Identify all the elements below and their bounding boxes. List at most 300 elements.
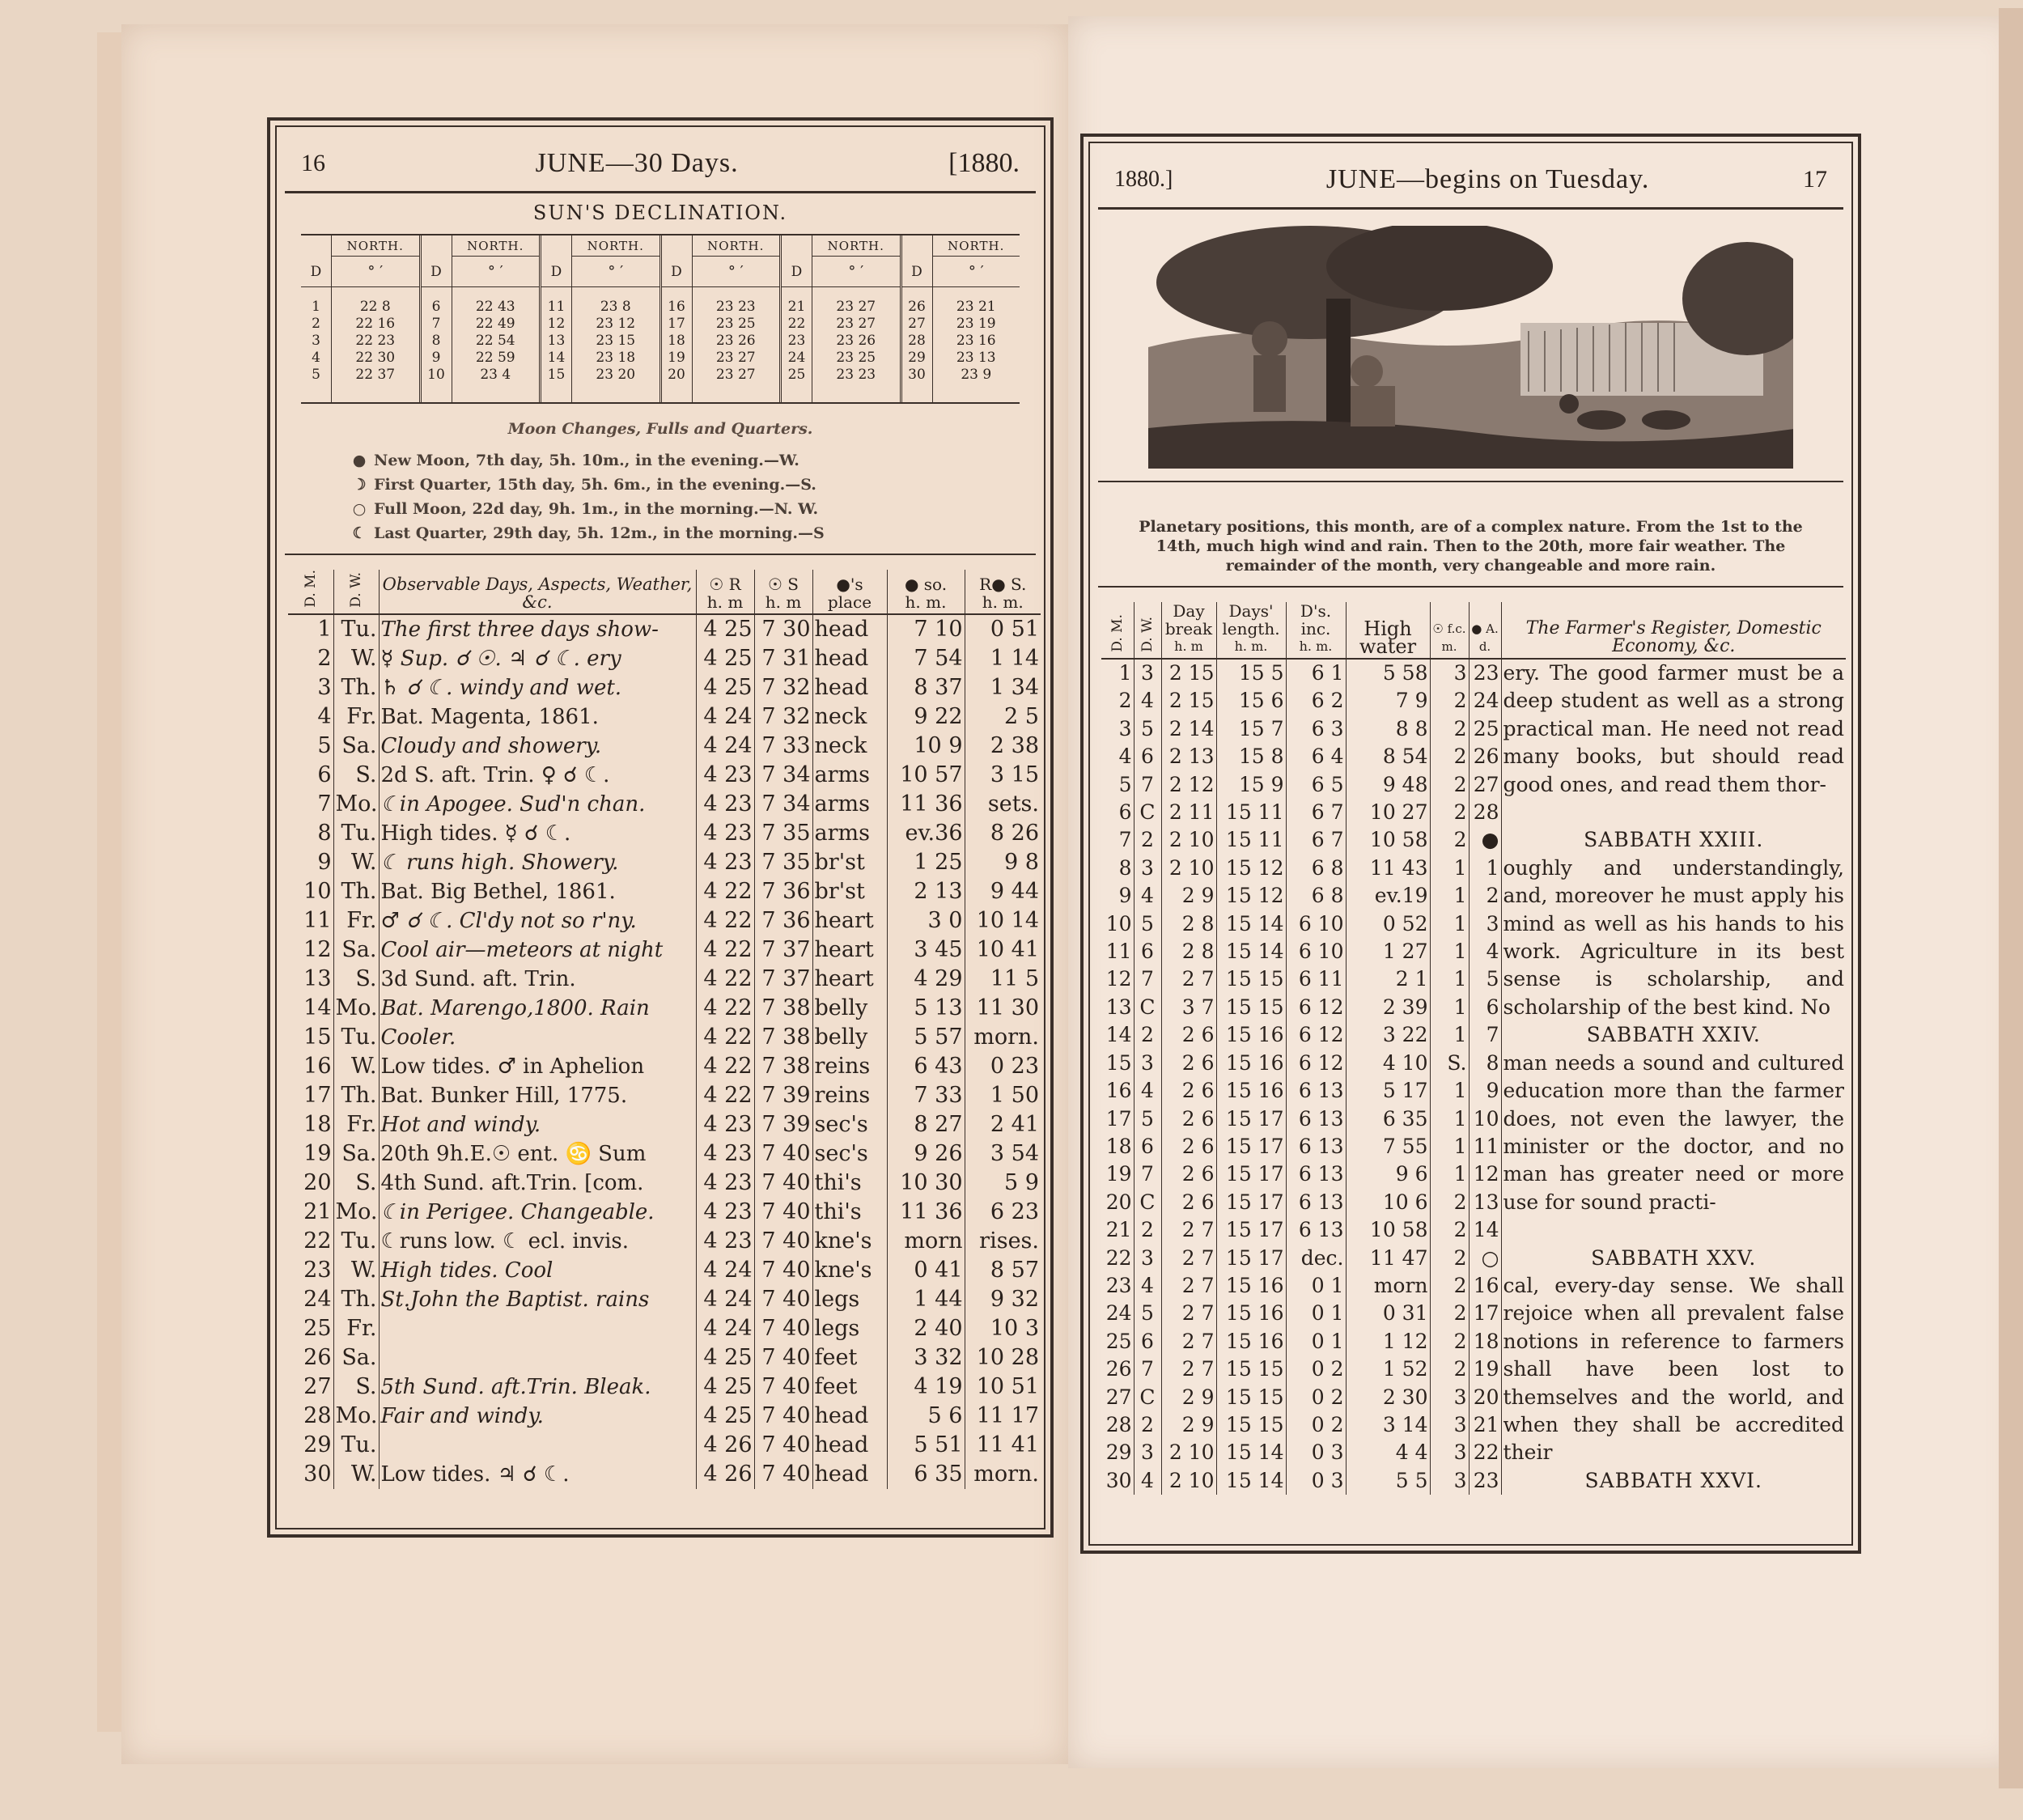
fast-clock: 2 xyxy=(1430,715,1469,743)
day-of-month: 16 xyxy=(288,1052,333,1081)
fast-clock: 2 xyxy=(1430,1272,1469,1300)
day-of-week: W. xyxy=(333,1052,379,1081)
sun-sets: 7 40 xyxy=(754,1314,812,1343)
high-water: 8 54 xyxy=(1346,743,1430,770)
decl-value: 22 16 xyxy=(355,316,396,332)
day-of-week: 4 xyxy=(1134,1467,1161,1495)
moon-age: 16 xyxy=(1469,1272,1501,1300)
calendar-row xyxy=(288,1052,1041,1081)
daybreak: 2 9 xyxy=(1161,1411,1216,1439)
day-of-month: 19 xyxy=(288,1139,333,1169)
page-year: 1880.] xyxy=(1114,166,1173,192)
day-of-month: 21 xyxy=(288,1198,333,1227)
day-of-week: Tu. xyxy=(333,614,379,644)
day-of-month: 1 xyxy=(288,614,333,644)
daybreak: 2 7 xyxy=(1161,965,1216,993)
decl-value: 23 8 xyxy=(600,299,631,315)
moon-place: legs xyxy=(812,1314,887,1343)
calendar-row xyxy=(288,614,1041,644)
daybreak: 2 15 xyxy=(1161,687,1216,715)
moon-phase-icon: ● xyxy=(352,452,367,469)
decl-day: 14 xyxy=(547,350,566,366)
moon-place: heart xyxy=(812,935,887,965)
observable-days: Low tides. ♃ ☌ ☾. xyxy=(379,1460,696,1489)
day-of-month: 5 xyxy=(288,732,333,761)
sun-rises: 4 23 xyxy=(696,1139,754,1169)
calendar-row xyxy=(288,1169,1041,1198)
moon-south: 1 44 xyxy=(887,1285,965,1314)
sun-sets: 7 34 xyxy=(754,790,812,819)
day-of-month: 17 xyxy=(288,1081,333,1110)
moon-age: 20 xyxy=(1469,1384,1501,1411)
daybreak: 2 12 xyxy=(1161,771,1216,799)
moon-south: 6 43 xyxy=(887,1052,965,1081)
days-inc-header: D's. inc. h. m. xyxy=(1286,602,1346,659)
moon-rises-sets: 1 34 xyxy=(990,674,1039,700)
declination-table xyxy=(301,234,1020,404)
sun-sets: 7 40 xyxy=(754,1460,812,1489)
moon-place: arms xyxy=(812,761,887,790)
day-of-week: 6 xyxy=(1134,938,1161,965)
moon-rises-sets: 10 14 xyxy=(976,907,1039,933)
daybreak: 2 7 xyxy=(1161,1272,1216,1300)
observable-days: ♄ ☌ ☾. windy and wet. xyxy=(379,673,696,702)
day-of-week: C xyxy=(1134,799,1161,826)
daybreak: 2 14 xyxy=(1161,715,1216,743)
sun-rises: 4 24 xyxy=(696,732,754,761)
day-of-month: 23 xyxy=(288,1256,333,1285)
decl-value: 23 27 xyxy=(715,350,756,366)
high-water: 9 48 xyxy=(1346,771,1430,799)
moon-rises-sets: morn. xyxy=(973,1024,1039,1050)
daybreak: 2 7 xyxy=(1161,1216,1216,1244)
sun-sets: 7 36 xyxy=(754,877,812,906)
sun-rises: 4 24 xyxy=(696,1314,754,1343)
sun-rises-header: ☉ R h. m xyxy=(696,570,754,614)
day-of-month: 15 xyxy=(288,1023,333,1052)
moon-south: 5 13 xyxy=(887,994,965,1023)
moon-south: 3 45 xyxy=(887,935,965,965)
high-water: 3 14 xyxy=(1346,1411,1430,1439)
moon-place-header: ●'s place xyxy=(812,570,887,614)
high-water: 11 47 xyxy=(1346,1245,1430,1272)
moon-age: 8 xyxy=(1469,1050,1501,1077)
page-title: JUNE—30 Days. xyxy=(535,147,739,178)
decl-day: 26 xyxy=(908,299,926,315)
moon-rises-sets: 11 5 xyxy=(990,965,1039,991)
observable-days: High tides. Cool xyxy=(379,1256,696,1285)
fast-clock: 2 xyxy=(1430,1300,1469,1327)
left-calendar-table xyxy=(288,570,1041,1489)
moon-change-item xyxy=(351,473,825,497)
sun-rises: 4 22 xyxy=(696,965,754,994)
observable-days: 4th Sund. aft.Trin. [com. xyxy=(379,1169,696,1198)
dm-header: D. M. xyxy=(1101,602,1134,659)
day-of-week: Tu. xyxy=(333,1227,379,1256)
days-length: 15 11 xyxy=(1216,799,1286,826)
daybreak: 2 7 xyxy=(1161,1355,1216,1383)
day-of-week: S. xyxy=(333,965,379,994)
moon-rises-sets: 8 57 xyxy=(990,1257,1039,1283)
day-of-month: 9 xyxy=(288,848,333,877)
sun-sets: 7 40 xyxy=(754,1139,812,1169)
day-of-week: 7 xyxy=(1134,1160,1161,1188)
day-of-week: 4 xyxy=(1134,687,1161,715)
moon-south: 5 6 xyxy=(887,1402,965,1431)
north-heading: NORTH. xyxy=(332,235,419,257)
page-number: 16 xyxy=(301,149,325,176)
sun-sets: 7 40 xyxy=(754,1431,812,1460)
daybreak: 2 9 xyxy=(1161,1384,1216,1411)
sun-sets: 7 30 xyxy=(754,614,812,644)
decl-day: 10 xyxy=(427,367,445,383)
observable-days: Bat. Big Bethel, 1861. xyxy=(379,877,696,906)
day-of-week: C xyxy=(1134,1189,1161,1216)
day-of-week: Th. xyxy=(333,673,379,702)
moon-place: br'st xyxy=(812,848,887,877)
decl-value: 23 19 xyxy=(956,316,996,332)
moon-south: 9 22 xyxy=(887,702,965,732)
decl-day: 11 xyxy=(547,299,566,315)
fast-clock: 3 xyxy=(1430,659,1469,687)
decl-day: 28 xyxy=(908,333,926,349)
decl-day: 15 xyxy=(547,367,566,383)
calendar-row xyxy=(1101,1021,1846,1049)
moon-place: feet xyxy=(812,1343,887,1372)
observable-days: Fair and windy. xyxy=(379,1402,696,1431)
moon-age: 12 xyxy=(1469,1160,1501,1188)
calendar-row xyxy=(288,877,1041,906)
fast-clock: 2 xyxy=(1430,1189,1469,1216)
decl-day: 5 xyxy=(312,367,320,383)
days-length: 15 17 xyxy=(1216,1216,1286,1244)
day-of-month: 1 xyxy=(1101,659,1134,687)
decl-value: 23 27 xyxy=(836,316,876,332)
moon-south: 10 30 xyxy=(887,1169,965,1198)
daybreak: 2 7 xyxy=(1161,1245,1216,1272)
calendar-row xyxy=(288,1023,1041,1052)
day-of-month: 3 xyxy=(1101,715,1134,743)
days-increase: 6 12 xyxy=(1286,994,1346,1021)
decl-value: 22 59 xyxy=(475,350,515,366)
day-of-month: 13 xyxy=(1101,994,1134,1021)
day-of-month: 17 xyxy=(1101,1105,1134,1133)
degree-unit: ° ′ xyxy=(812,257,900,287)
moon-age: 18 xyxy=(1469,1328,1501,1355)
high-water: 10 58 xyxy=(1346,826,1430,854)
moon-south: 8 37 xyxy=(887,673,965,702)
sun-rises: 4 22 xyxy=(696,877,754,906)
observable-days: ♂ ☌ ☾. Cl'dy not so r'ny. xyxy=(379,906,696,935)
calendar-row xyxy=(288,673,1041,702)
fast-clock: 3 xyxy=(1430,1439,1469,1466)
moon-age: 7 xyxy=(1469,1021,1501,1049)
sun-sets: 7 38 xyxy=(754,994,812,1023)
fast-clock: 2 xyxy=(1430,1355,1469,1383)
moon-place: head xyxy=(812,1460,887,1489)
days-length: 15 12 xyxy=(1216,882,1286,910)
decl-value: 22 8 xyxy=(359,299,391,315)
high-water: 4 4 xyxy=(1346,1439,1430,1466)
left-page-frame xyxy=(267,117,1054,1538)
days-length: 15 16 xyxy=(1216,1328,1286,1355)
decl-day: 16 xyxy=(668,299,685,315)
observable-days: 5th Sund. aft.Trin. Bleak. xyxy=(379,1372,696,1402)
day-of-month: 21 xyxy=(1101,1216,1134,1244)
day-label: D xyxy=(662,257,692,287)
declination-column xyxy=(541,235,662,402)
moon-place: sec's xyxy=(812,1139,887,1169)
moon-age-header: ● A. d. xyxy=(1469,602,1501,659)
day-of-month: 16 xyxy=(1101,1077,1134,1105)
moon-place: neck xyxy=(812,732,887,761)
days-length: 15 16 xyxy=(1216,1050,1286,1077)
moon-age: 11 xyxy=(1469,1133,1501,1160)
moon-rises-sets: 9 8 xyxy=(1004,849,1039,875)
calendar-row xyxy=(288,1314,1041,1343)
moon-place: head xyxy=(812,1402,887,1431)
daybreak: 2 6 xyxy=(1161,1133,1216,1160)
high-water: 8 8 xyxy=(1346,715,1430,743)
day-of-month: 19 xyxy=(1101,1160,1134,1188)
day-of-week: 6 xyxy=(1134,1328,1161,1355)
moon-place: kne's xyxy=(812,1256,887,1285)
moon-south: 8 27 xyxy=(887,1110,965,1139)
section-divider xyxy=(1098,481,1843,482)
days-increase: 6 7 xyxy=(1286,799,1346,826)
north-heading: NORTH. xyxy=(452,235,540,257)
sun-rises: 4 25 xyxy=(696,673,754,702)
fast-clock: 1 xyxy=(1430,910,1469,938)
day-of-month: 10 xyxy=(1101,910,1134,938)
decl-value: 23 21 xyxy=(956,299,996,315)
decl-value: 22 54 xyxy=(475,333,515,349)
moon-rises-sets: 0 51 xyxy=(990,616,1039,642)
calendar-row xyxy=(288,1402,1041,1431)
calendar-row xyxy=(288,1256,1041,1285)
moon-south: 4 29 xyxy=(887,965,965,994)
day-of-month: 30 xyxy=(1101,1467,1134,1495)
moon-south: 4 19 xyxy=(887,1372,965,1402)
sun-sets: 7 40 xyxy=(754,1343,812,1372)
moon-south: 7 10 xyxy=(887,614,965,644)
fast-clock: 2 xyxy=(1430,1328,1469,1355)
sun-rises: 4 22 xyxy=(696,994,754,1023)
fast-clock: 3 xyxy=(1430,1384,1469,1411)
fast-clock: 3 xyxy=(1430,1467,1469,1495)
days-length-header: Days' length. h. m. xyxy=(1216,602,1286,659)
moon-rises-sets: 2 38 xyxy=(990,732,1039,758)
decl-day: 6 xyxy=(431,299,441,315)
observable-days xyxy=(379,1431,696,1460)
decl-day: 9 xyxy=(431,350,441,366)
declination-column xyxy=(662,235,782,402)
decl-value: 22 30 xyxy=(355,350,396,366)
days-increase: 6 12 xyxy=(1286,1050,1346,1077)
observable-days xyxy=(379,1343,696,1372)
calendar-row xyxy=(288,702,1041,732)
decl-value: 22 23 xyxy=(355,333,396,349)
calendar-row xyxy=(288,1198,1041,1227)
day-of-month: 12 xyxy=(288,935,333,965)
moon-south: 7 33 xyxy=(887,1081,965,1110)
decl-day: 19 xyxy=(668,350,685,366)
decl-day: 18 xyxy=(668,333,685,349)
degree-unit: ° ′ xyxy=(332,257,419,287)
high-water: 3 22 xyxy=(1346,1021,1430,1049)
page-year: [1880. xyxy=(948,147,1020,178)
high-water: 2 1 xyxy=(1346,965,1430,993)
moon-rises-sets: 2 41 xyxy=(990,1111,1039,1137)
day-of-week: 6 xyxy=(1134,743,1161,770)
day-of-month: 11 xyxy=(288,906,333,935)
days-length: 15 17 xyxy=(1216,1160,1286,1188)
sun-sets: 7 38 xyxy=(754,1052,812,1081)
moon-south: 2 40 xyxy=(887,1314,965,1343)
days-increase: 6 2 xyxy=(1286,687,1346,715)
fast-clock: 1 xyxy=(1430,1105,1469,1133)
day-of-week: 2 xyxy=(1134,1216,1161,1244)
moon-age: 27 xyxy=(1469,771,1501,799)
moon-south-header: ● so. h. m. xyxy=(887,570,965,614)
sun-sets: 7 33 xyxy=(754,732,812,761)
decl-value: 23 13 xyxy=(956,350,996,366)
moon-age: 10 xyxy=(1469,1105,1501,1133)
day-label: D xyxy=(301,257,331,287)
days-increase: 6 11 xyxy=(1286,965,1346,993)
fast-clock: 1 xyxy=(1430,882,1469,910)
sun-rises: 4 23 xyxy=(696,1198,754,1227)
days-increase: 0 1 xyxy=(1286,1272,1346,1300)
calendar-row xyxy=(1101,826,1846,854)
sun-rises: 4 24 xyxy=(696,1256,754,1285)
observable-days: 20th 9h.E.☉ ent. ♋ Sum xyxy=(379,1139,696,1169)
day-label: D xyxy=(541,257,571,287)
right-page-frame xyxy=(1080,134,1861,1554)
day-of-week: 6 xyxy=(1134,1133,1161,1160)
moon-place: legs xyxy=(812,1285,887,1314)
observable-days: 3d Sund. aft. Trin. xyxy=(379,965,696,994)
day-of-week: W. xyxy=(333,1256,379,1285)
moon-rises-sets: 10 3 xyxy=(990,1315,1039,1341)
moon-place: reins xyxy=(812,1052,887,1081)
days-increase: 0 3 xyxy=(1286,1467,1346,1495)
day-of-month: 7 xyxy=(288,790,333,819)
day-of-week: S. xyxy=(333,761,379,790)
day-of-month: 5 xyxy=(1101,771,1134,799)
day-of-week: 3 xyxy=(1134,855,1161,882)
day-of-week: W. xyxy=(333,1460,379,1489)
days-length: 15 11 xyxy=(1216,826,1286,854)
day-of-month: 29 xyxy=(1101,1439,1134,1466)
day-of-month: 4 xyxy=(288,702,333,732)
observable-days: ☾runs low. ☾ ecl. invis. xyxy=(379,1227,696,1256)
sabbath-heading: SABBATH XXIII. xyxy=(1584,828,1764,852)
day-of-week: Mo. xyxy=(333,1402,379,1431)
moon-age: 24 xyxy=(1469,687,1501,715)
days-increase: 6 12 xyxy=(1286,1021,1346,1049)
day-of-week: Fr. xyxy=(333,1110,379,1139)
fast-clock: 2 xyxy=(1430,826,1469,854)
days-length: 15 16 xyxy=(1216,1300,1286,1327)
decl-day: 17 xyxy=(668,316,685,332)
days-increase: 0 1 xyxy=(1286,1328,1346,1355)
sun-rises: 4 23 xyxy=(696,761,754,790)
decl-day: 4 xyxy=(312,350,320,366)
sun-rises: 4 22 xyxy=(696,1081,754,1110)
moon-age: 6 xyxy=(1469,994,1501,1021)
right-page-header xyxy=(1098,151,1843,210)
moon-place: kne's xyxy=(812,1227,887,1256)
day-of-month: 2 xyxy=(288,644,333,673)
moon-rises-sets: sets. xyxy=(987,791,1039,817)
day-of-week: 3 xyxy=(1134,1439,1161,1466)
day-of-week: Tu. xyxy=(333,819,379,848)
moon-changes-title: Moon Changes, Fulls and Quarters. xyxy=(507,420,813,438)
fast-clock: 1 xyxy=(1430,1133,1469,1160)
day-of-week: Tu. xyxy=(333,1431,379,1460)
moon-south: 11 36 xyxy=(887,790,965,819)
moon-change-text: Full Moon, 22d day, 9h. 1m., in the morning.—N. W. xyxy=(374,500,819,518)
moon-south: 9 26 xyxy=(887,1139,965,1169)
decl-value: 23 25 xyxy=(836,350,876,366)
high-water: ev.19 xyxy=(1346,882,1430,910)
day-of-month: 30 xyxy=(288,1460,333,1489)
daybreak: 2 6 xyxy=(1161,1021,1216,1049)
moon-south: 0 41 xyxy=(887,1256,965,1285)
moon-rises-sets: 11 41 xyxy=(976,1432,1039,1457)
sun-rises: 4 22 xyxy=(696,906,754,935)
daybreak: 2 8 xyxy=(1161,910,1216,938)
day-of-month: 28 xyxy=(288,1402,333,1431)
sun-rises: 4 26 xyxy=(696,1460,754,1489)
moon-age: ○ xyxy=(1469,1245,1501,1272)
days-length: 15 17 xyxy=(1216,1105,1286,1133)
days-length: 15 12 xyxy=(1216,855,1286,882)
moon-age: 23 xyxy=(1469,659,1501,687)
daybreak: 2 6 xyxy=(1161,1160,1216,1188)
day-of-week: S. xyxy=(333,1372,379,1402)
left-page-header xyxy=(285,135,1036,193)
moon-change-item xyxy=(351,521,825,545)
moon-rises-sets: 9 32 xyxy=(990,1286,1039,1312)
days-length: 15 8 xyxy=(1216,743,1286,770)
observable-days: Low tides. ♂ in Aphelion xyxy=(379,1052,696,1081)
day-of-month: 6 xyxy=(1101,799,1134,826)
days-increase: 6 13 xyxy=(1286,1105,1346,1133)
decl-day: 27 xyxy=(908,316,926,332)
moon-rises-sets: 10 28 xyxy=(976,1344,1039,1370)
day-of-week: 3 xyxy=(1134,1245,1161,1272)
sun-rises: 4 26 xyxy=(696,1431,754,1460)
section-divider xyxy=(1098,586,1843,588)
right-calendar-table xyxy=(1101,602,1846,1495)
decl-value: 23 15 xyxy=(596,333,636,349)
day-of-week: Th. xyxy=(333,1081,379,1110)
sun-sets: 7 40 xyxy=(754,1169,812,1198)
days-increase: 0 2 xyxy=(1286,1411,1346,1439)
high-water: 4 10 xyxy=(1346,1050,1430,1077)
moon-rises-sets: 3 54 xyxy=(990,1140,1039,1166)
observable-days: Cooler. xyxy=(379,1023,696,1052)
moon-place: belly xyxy=(812,1023,887,1052)
sun-rises: 4 25 xyxy=(696,1372,754,1402)
fast-clock: S. xyxy=(1430,1050,1469,1077)
degree-unit: ° ′ xyxy=(572,257,659,287)
day-of-week: 5 xyxy=(1134,1105,1161,1133)
moon-phase-icon: ☾ xyxy=(352,524,367,542)
days-increase: 6 13 xyxy=(1286,1160,1346,1188)
